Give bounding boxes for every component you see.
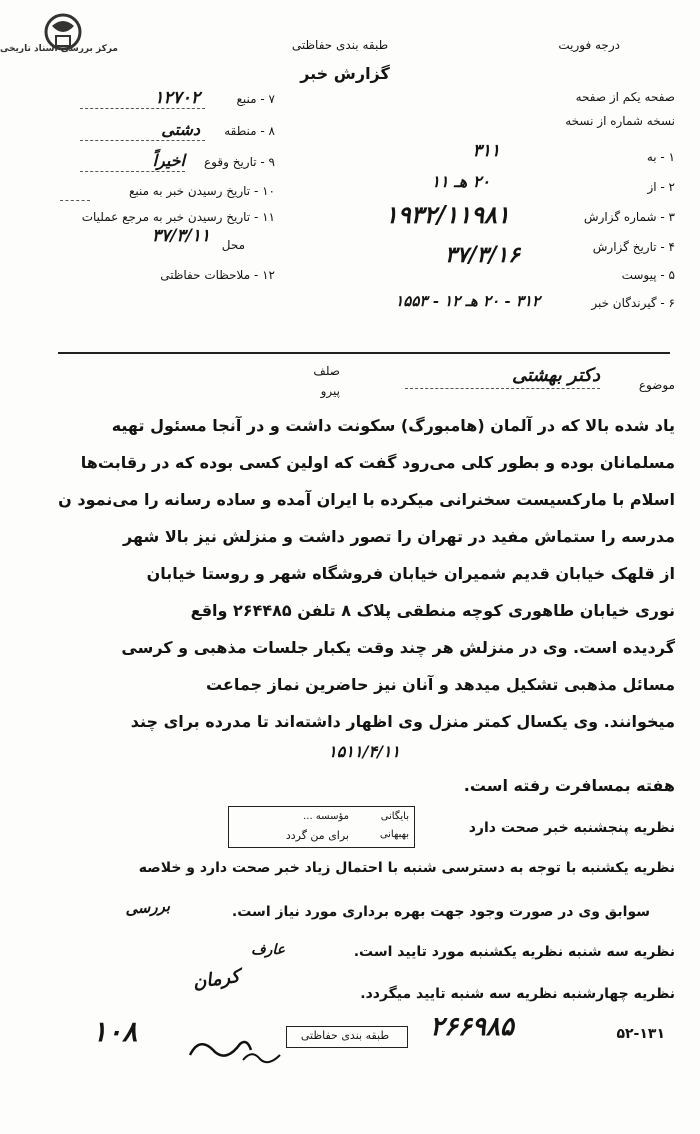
body-line: مدرسه را ستماش مفید در تهران را تصور داشت و منزلش نیز بالا شهر — [123, 527, 675, 546]
copy-line: نسخه شماره از نسخه — [565, 114, 675, 128]
footer-code: ۵۲-۱۳۱ — [616, 1026, 665, 1042]
handwritten-note: کرمان — [191, 965, 242, 994]
subject-aux-2: پیرو — [320, 384, 340, 398]
document-page: مرکز بررسی اسناد تاریخی طبقه بندی حفاظتی گزارش خبر درجه فوریت صفحه یکم از صفحه نسخه شماره از نسخه ۷ - منبع ۱۲۷۰۲ ۸ - منطقه دشتی ۹ - تاریخ وقوع اخیراً ۱۰ - تاریخ رسیدن خبر به منبع ۱۱ - تاریخ رسیدن خبر به مرجع عملیات ۳۷/۳/۱۱ محل ۱۲ - ملاحظات حفاظتی ۱ - به ۳۱۱ ۲ - از ۲۰ هـ ۱۱ ۳ - شماره گزارش ۱۹۳۲/۱۱۹۸۱ ۴ - تاریخ گزارش ۳۷/۳/۱۶ ۵ - پیوست ۶ - گیرندگان خبر ۳۱۲ - ۲۰ هـ ۱۲ - ۱۵۵۳ صلف پیرو موضوع دکتر بهشتی یاد شده بالا که در آلمان (هامبورگ) سکونت داشت و در آنجا مسئول تهیه مسلمانان بوده و بطور کلی می‌رود گفت که اولین کسی بوده که در رقابت‌ها اسلام با مارکسیست سخنرانی میکرده با ایران آمده و ساده رسانه را می‌نمود ن مدرسه را ستماش مفید در تهران را تصور داشت و منزلش نیز بالا شهر از قلهک خیابان قدیم شمیران خیابان فروشگاه شهر و روستا خیابان نوری خیابان طاهوری کوچه منطقی پلاک ۸ تلفن ۲۶۴۴۸۵ واقع گردیده است. وی در منزلش هر چند وقت یکبار جلسات مذهبی و کرسی مسائل مذهبی تشکیل میدهد و آنان نیز حاضرین نماز جماعت میخوانند. وی یکسال کمتر منزل وی اظهار داشته‌اند تا مدرده برای چند ۱۵۱۱/۴/۱۱ هفته بمسافرت رفته است. بایگانی بهبهانی مؤسسه ... برای من گردد نظریه پنجشنبه خبر صحت دارد نظریه یکشنبه با توجه به دسترسی شنبه با احتمال زیاد خبر صحت دارد و خلاصه سوابق وی در صورت وجود جهت بهره برداری مورد نیاز است. نظریه سه شنبه نظریه یکشنبه مورد تایید است. نظریه چهارشنبه نظریه سه شنبه تایید میگردد. بررسی عارف کرمان ۱۰۸ طبقه بندی حفاظتی ۲۶۶۹۸۵ ۵۲-۱۳۱ — [0, 0, 700, 1134]
body-line: مسلمانان بوده و بطور کلی می‌رود گفت که اولین کسی بوده که در رقابت‌ها — [80, 453, 675, 472]
reference-number: ۱۵۱۱/۴/۱۱ — [328, 742, 400, 761]
body-line: گردیده است. وی در منزلش هر چند وقت یکبار جلسات مذهبی و کرسی — [121, 638, 675, 657]
classification-top: طبقه بندی حفاظتی — [291, 38, 389, 52]
handwritten-note: بررسی — [124, 896, 171, 918]
archive-logo-icon — [0, 8, 118, 68]
opinion-wednesday: نظریه چهارشنبه نظریه سه شنبه تایید میگردد. — [360, 986, 675, 1002]
subject-aux-1: صلف — [313, 364, 340, 378]
opinion-sunday: نظریه یکشنبه با توجه به دسترسی شنبه با احتمال زیاد خبر صحت دارد و خلاصه — [138, 860, 675, 876]
opinion-records: سوابق وی در صورت وجود جهت بهره برداری مورد نیاز است. — [231, 904, 650, 920]
form-title: گزارش خبر — [300, 64, 390, 83]
opinion-tuesday: نظریه سه شنبه نظریه یکشنبه مورد تایید است. — [353, 944, 675, 960]
subject-label: موضوع — [638, 378, 675, 392]
body-line: از قلهک خیابان قدیم شمیران خیابان فروشگاه شهر و روستا خیابان — [146, 564, 675, 583]
urgency-label: درجه فوریت — [558, 38, 620, 52]
handwritten-note: عارف — [251, 942, 285, 958]
signature-mark — [240, 1045, 285, 1070]
subject-value: دکتر بهشتی — [511, 365, 600, 386]
archive-stamp: بایگانی بهبهانی مؤسسه ... برای من گردد — [228, 806, 415, 848]
margin-number: ۱۰۸ — [92, 1015, 138, 1048]
page-line: صفحه یکم از صفحه — [575, 90, 675, 104]
opinion-thursday: نظریه پنجشنبه خبر صحت دارد — [468, 820, 675, 836]
body-line: نوری خیابان طاهوری کوچه منطقی پلاک ۸ تلفن ۲۶۴۴۸۵ واقع — [190, 601, 675, 620]
body-line: یاد شده بالا که در آلمان (هامبورگ) سکونت داشت و در آنجا مسئول تهیه — [111, 416, 675, 435]
header-divider — [58, 352, 670, 354]
body-line: اسلام با مارکسیست سخنرانی میکرده با ایران آمده و ساده رسانه را می‌نمود ن — [58, 490, 675, 509]
footer-classification-box: طبقه بندی حفاظتی — [286, 1026, 408, 1048]
document-number: ۲۶۶۹۸۵ — [430, 1012, 514, 1042]
body-line: مسائل مذهبی تشکیل میدهد و آنان نیز حاضرین نماز جماعت — [205, 675, 675, 694]
body-line: میخوانند. وی یکسال کمتر منزل وی اظهار داشته‌اند تا مدرده برای چند — [130, 712, 675, 731]
watermark-text: مرکز بررسی اسناد تاریخی — [0, 44, 118, 54]
body-line: هفته بمسافرت رفته است. — [463, 776, 675, 795]
